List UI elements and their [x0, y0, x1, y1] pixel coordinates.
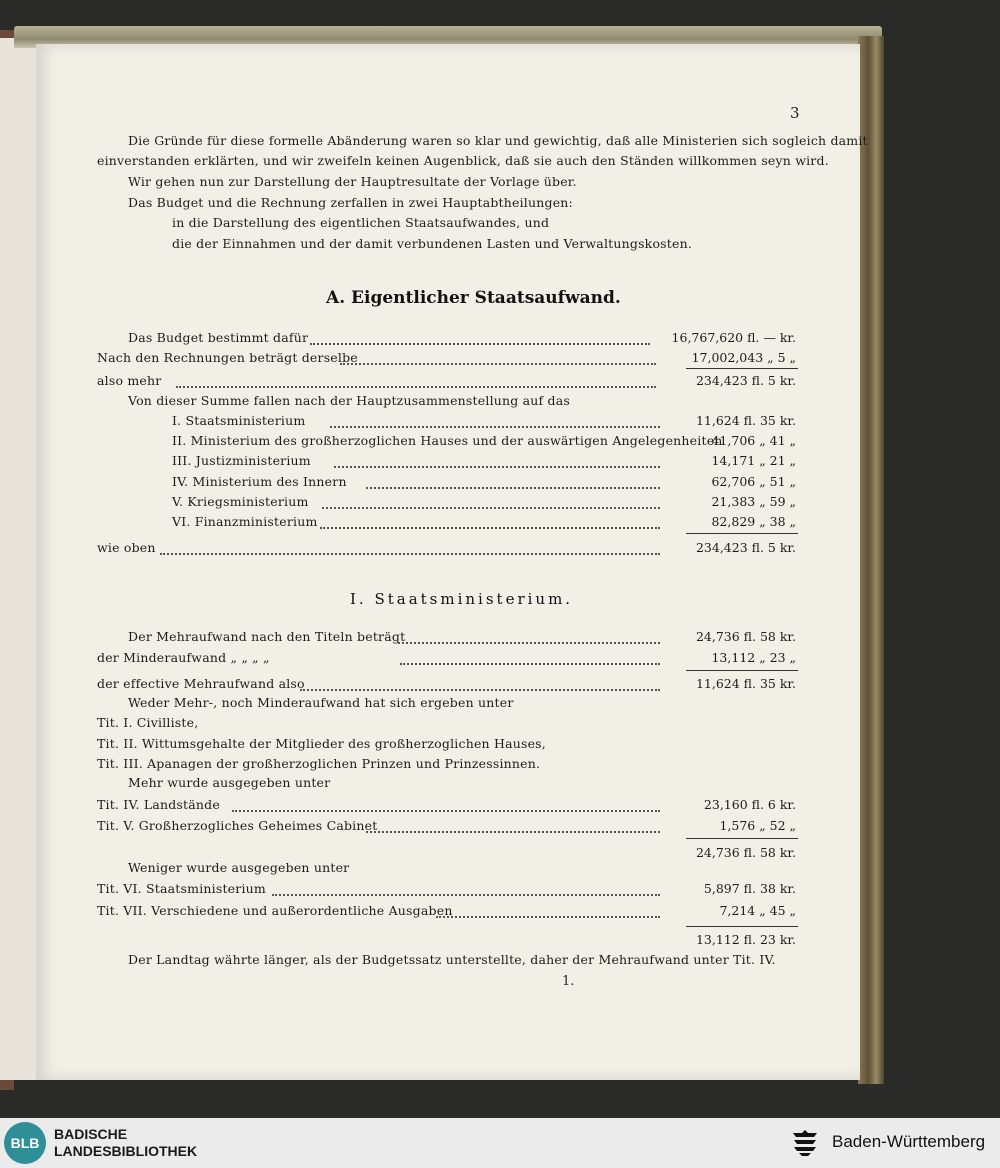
a-row-label: IV. Ministerium des Innern [172, 474, 347, 489]
i-row-value: 7,214 „ 45 „ [719, 903, 796, 918]
page-number: 3 [790, 104, 800, 122]
a-row-value: 21,383 „ 59 „ [711, 494, 796, 509]
a-row-value: 234,423 fl. 5 kr. [695, 373, 796, 388]
i-row-label: Weder Mehr-, noch Minderaufwand hat sich ergeben unter [128, 695, 514, 710]
i-row-value: 23,160 fl. 6 kr. [703, 797, 796, 812]
sum-rule [686, 926, 798, 927]
i-row-label: Der Mehraufwand nach den Titeln beträgt [128, 629, 406, 644]
leader-dots [366, 830, 660, 833]
a-row-value: 234,423 fl. 5 kr. [695, 540, 796, 555]
a-row-label: Nach den Rechnungen beträgt derselbe [97, 350, 358, 365]
leader-dots [340, 362, 656, 365]
section-a-heading: A. Eigentlicher Staatsaufwand. [326, 288, 621, 308]
library-name[interactable] [54, 1126, 197, 1160]
a-row-value: 11,624 fl. 35 kr. [695, 413, 796, 428]
leader-dots [334, 465, 660, 468]
leader-dots [366, 486, 660, 489]
sum-rule [686, 533, 798, 534]
section-i-heading: I. Staatsministerium. [350, 590, 574, 608]
leader-dots [272, 893, 660, 896]
leader-dots [176, 385, 656, 388]
a-row-value: 41,706 „ 41 „ [711, 433, 796, 448]
i-row-value: 5,897 fl. 38 kr. [703, 881, 796, 896]
i-row-label: Weniger wurde ausgegeben unter [128, 860, 350, 875]
leader-dots [400, 662, 660, 665]
intro-line-1: Die Gründe für diese formelle Abänderung waren so klar und gewichtig, daß alle Ministerien sich sogleich damit [128, 133, 868, 148]
facing-page-edge [0, 38, 38, 1080]
bw-lions-icon [790, 1128, 820, 1158]
sum-rule [686, 670, 798, 671]
leader-dots [322, 506, 660, 509]
i-row-label: Tit. I. Civilliste, [97, 715, 199, 730]
i-subtotal-value: 13,112 fl. 23 kr. [695, 932, 796, 947]
i-row-label: der effective Mehraufwand also [97, 676, 305, 691]
a-row-label: III. Justizministerium [172, 453, 311, 468]
a-row-label: V. Kriegsministerium [172, 494, 309, 509]
a-row-label: Das Budget bestimmt dafür [128, 330, 309, 345]
book-edge-right [858, 36, 884, 1084]
leader-dots [300, 688, 660, 691]
i-row-label: Tit. VII. Verschiedene und außerordentliche Ausgaben [97, 903, 453, 918]
signature-mark: 1. [562, 974, 575, 989]
leader-dots [398, 641, 660, 644]
a-row-value: 14,171 „ 21 „ [711, 453, 796, 468]
viewer-footer-bar [0, 1118, 1000, 1168]
i-row-label: der Minderaufwand „ „ „ „ [97, 650, 270, 665]
i-row-label: Tit. IV. Landstände [97, 797, 220, 812]
library-name-line-1: BADISCHE [54, 1126, 128, 1142]
state-name[interactable]: Baden-Württemberg [832, 1132, 986, 1151]
i-row-value: 13,112 „ 23 „ [711, 650, 796, 665]
a-row-value: 62,706 „ 51 „ [711, 474, 796, 489]
blb-logo-icon[interactable]: BLB [4, 1122, 46, 1164]
i-row-label: Tit. V. Großherzogliches Geheimes Cabinet [97, 818, 378, 833]
i-row-value: 24,736 fl. 58 kr. [695, 629, 796, 644]
a-row-label: I. Staatsministerium [172, 413, 306, 428]
leader-dots [310, 342, 650, 345]
a-row-value: 17,002,043 „ 5 „ [691, 350, 796, 365]
i-row-label: Mehr wurde ausgegeben unter [128, 775, 331, 790]
closing-line: Der Landtag währte länger, als der Budgetssatz unterstellte, daher der Mehraufwand unter Tit. IV. [128, 952, 776, 967]
leader-dots [330, 425, 660, 428]
intro-line-4: Das Budget und die Rechnung zerfallen in zwei Hauptabtheilungen: [128, 195, 573, 210]
a-row-label: also mehr [97, 373, 162, 388]
sum-rule [686, 368, 798, 369]
i-row-value: 1,576 „ 52 „ [719, 818, 796, 833]
leader-dots [160, 552, 660, 555]
intro-line-2: einverstanden erklärten, und wir zweifeln keinen Augenblick, daß sie auch den Ständen willkommen seyn wird. [97, 153, 829, 168]
a-row-label: Von dieser Summe fallen nach der Hauptzusammenstellung auf das [128, 393, 571, 408]
leader-dots [436, 915, 660, 918]
a-row-value: 16,767,620 fl. — kr. [671, 330, 796, 345]
leader-dots [320, 526, 660, 529]
intro-line-3: Wir gehen nun zur Darstellung der Hauptresultate der Vorlage über. [128, 174, 577, 189]
sum-rule [686, 838, 798, 839]
a-row-label: II. Ministerium des großherzoglichen Hauses und der auswärtigen Angelegenheiten [172, 433, 723, 448]
library-name-line-2: LANDESBIBLIOTHEK [54, 1143, 198, 1159]
i-row-label: Tit. III. Apanagen der großherzoglichen Prinzen und Prinzessinnen. [97, 756, 541, 771]
a-row-label: wie oben [97, 540, 156, 555]
i-row-value: 11,624 fl. 35 kr. [695, 676, 796, 691]
intro-line-5: in die Darstellung des eigentlichen Staatsaufwandes, und [172, 215, 550, 230]
a-row-label: VI. Finanzministerium [172, 514, 318, 529]
intro-line-6: die der Einnahmen und der damit verbundenen Lasten und Verwaltungskosten. [172, 236, 693, 251]
i-row-label: Tit. VI. Staatsministerium [97, 881, 266, 896]
i-row-label: Tit. II. Wittumsgehalte der Mitglieder des großherzoglichen Hauses, [97, 736, 546, 751]
i-subtotal-value: 24,736 fl. 58 kr. [695, 845, 796, 860]
leader-dots [232, 809, 660, 812]
a-row-value: 82,829 „ 38 „ [711, 514, 796, 529]
